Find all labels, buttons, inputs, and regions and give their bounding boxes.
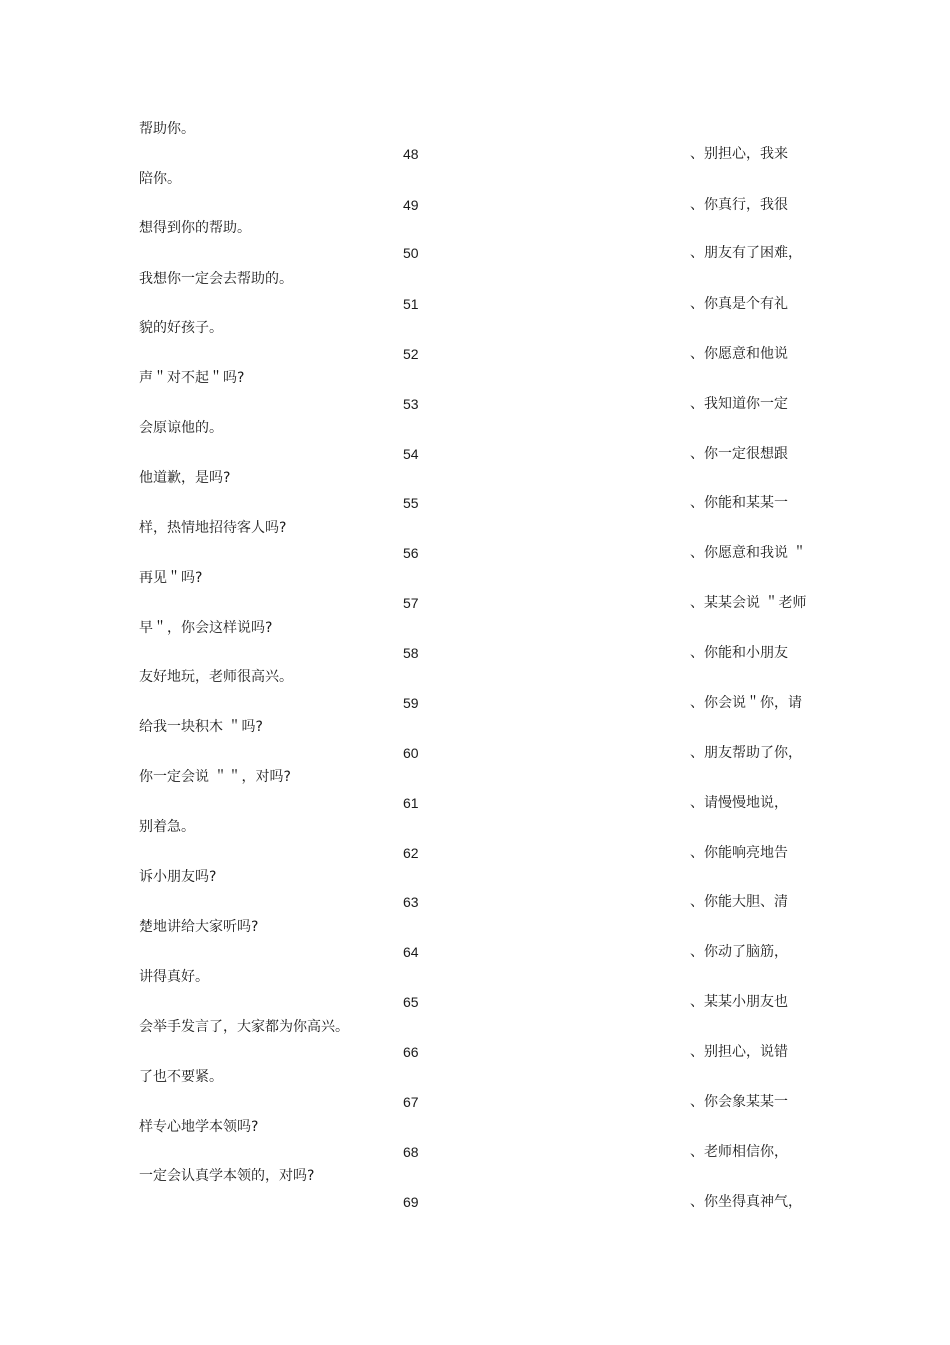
left-text-line: 再见＂吗? bbox=[139, 570, 203, 586]
left-text-line: 他道歉，是吗? bbox=[139, 470, 231, 486]
left-text-line: 陪你。 bbox=[139, 171, 181, 187]
left-text-line: 一定会认真学本领的，对吗? bbox=[139, 1168, 315, 1184]
item-number: 50 bbox=[403, 245, 419, 261]
right-text-line: 、别担心，说错 bbox=[690, 1044, 788, 1060]
item-number: 54 bbox=[403, 446, 419, 462]
item-number: 66 bbox=[403, 1044, 419, 1060]
right-text-line: 、你真行，我很 bbox=[690, 197, 788, 213]
right-text-line: 、朋友帮助了你， bbox=[690, 745, 802, 761]
right-text-line: 、你能和小朋友 bbox=[690, 645, 788, 661]
left-text-line: 诉小朋友吗? bbox=[139, 869, 217, 885]
right-text-line: 、你愿意和他说 bbox=[690, 346, 788, 362]
left-text-line: 讲得真好。 bbox=[139, 969, 209, 985]
item-number: 67 bbox=[403, 1094, 419, 1110]
item-number: 60 bbox=[403, 745, 419, 761]
right-text-line: 、某某小朋友也 bbox=[690, 994, 788, 1010]
right-text-line: 、你一定很想跟 bbox=[690, 446, 788, 462]
right-text-line: 、别担心，我来 bbox=[690, 146, 788, 162]
right-text-line: 、你愿意和我说 ＂ bbox=[690, 545, 807, 561]
left-text-line: 帮助你。 bbox=[139, 121, 195, 137]
left-text-line: 会举手发言了，大家都为你高兴。 bbox=[139, 1019, 349, 1035]
item-number: 51 bbox=[403, 296, 419, 312]
item-number: 62 bbox=[403, 845, 419, 861]
right-text-line: 、你会说＂你，请 bbox=[690, 695, 802, 711]
left-text-line: 样专心地学本领吗? bbox=[139, 1119, 259, 1135]
item-number: 68 bbox=[403, 1144, 419, 1160]
right-text-line: 、你能和某某一 bbox=[690, 495, 788, 511]
left-text-line: 给我一块积木 ＂吗? bbox=[139, 719, 263, 735]
right-text-line: 、你真是个有礼 bbox=[690, 296, 788, 312]
item-number: 58 bbox=[403, 645, 419, 661]
item-number: 52 bbox=[403, 346, 419, 362]
item-number: 63 bbox=[403, 894, 419, 910]
right-text-line: 、老师相信你， bbox=[690, 1144, 788, 1160]
item-number: 69 bbox=[403, 1194, 419, 1210]
left-text-line: 会原谅他的。 bbox=[139, 420, 223, 436]
right-text-line: 、我知道你一定 bbox=[690, 396, 788, 412]
item-number: 57 bbox=[403, 595, 419, 611]
right-text-line: 、请慢慢地说， bbox=[690, 795, 788, 811]
right-text-line: 、朋友有了困难， bbox=[690, 245, 802, 261]
left-text-line: 友好地玩，老师很高兴。 bbox=[139, 669, 293, 685]
left-text-line: 别着急。 bbox=[139, 819, 195, 835]
item-number: 65 bbox=[403, 994, 419, 1010]
left-text-line: 我想你一定会去帮助的。 bbox=[139, 271, 293, 287]
item-number: 48 bbox=[403, 146, 419, 162]
right-text-line: 、某某会说 ＂老师 bbox=[690, 595, 807, 611]
left-text-line: 你一定会说 ＂＂，对吗? bbox=[139, 769, 291, 785]
right-text-line: 、你能大胆、清 bbox=[690, 894, 788, 910]
left-text-line: 早＂，你会这样说吗? bbox=[139, 620, 273, 636]
left-text-line: 想得到你的帮助。 bbox=[139, 220, 251, 236]
item-number: 49 bbox=[403, 197, 419, 213]
right-text-line: 、你会象某某一 bbox=[690, 1094, 788, 1110]
item-number: 56 bbox=[403, 545, 419, 561]
item-number: 55 bbox=[403, 495, 419, 511]
item-number: 59 bbox=[403, 695, 419, 711]
right-text-line: 、你动了脑筋， bbox=[690, 944, 788, 960]
item-number: 61 bbox=[403, 795, 419, 811]
left-text-line: 了也不要紧。 bbox=[139, 1069, 223, 1085]
left-text-line: 样，热情地招待客人吗? bbox=[139, 520, 287, 536]
right-text-line: 、你能响亮地告 bbox=[690, 845, 788, 861]
left-text-line: 貌的好孩子。 bbox=[139, 320, 223, 336]
left-text-line: 声＂对不起＂吗? bbox=[139, 370, 245, 386]
item-number: 64 bbox=[403, 944, 419, 960]
left-text-line: 楚地讲给大家听吗? bbox=[139, 919, 259, 935]
item-number: 53 bbox=[403, 396, 419, 412]
right-text-line: 、你坐得真神气， bbox=[690, 1194, 802, 1210]
